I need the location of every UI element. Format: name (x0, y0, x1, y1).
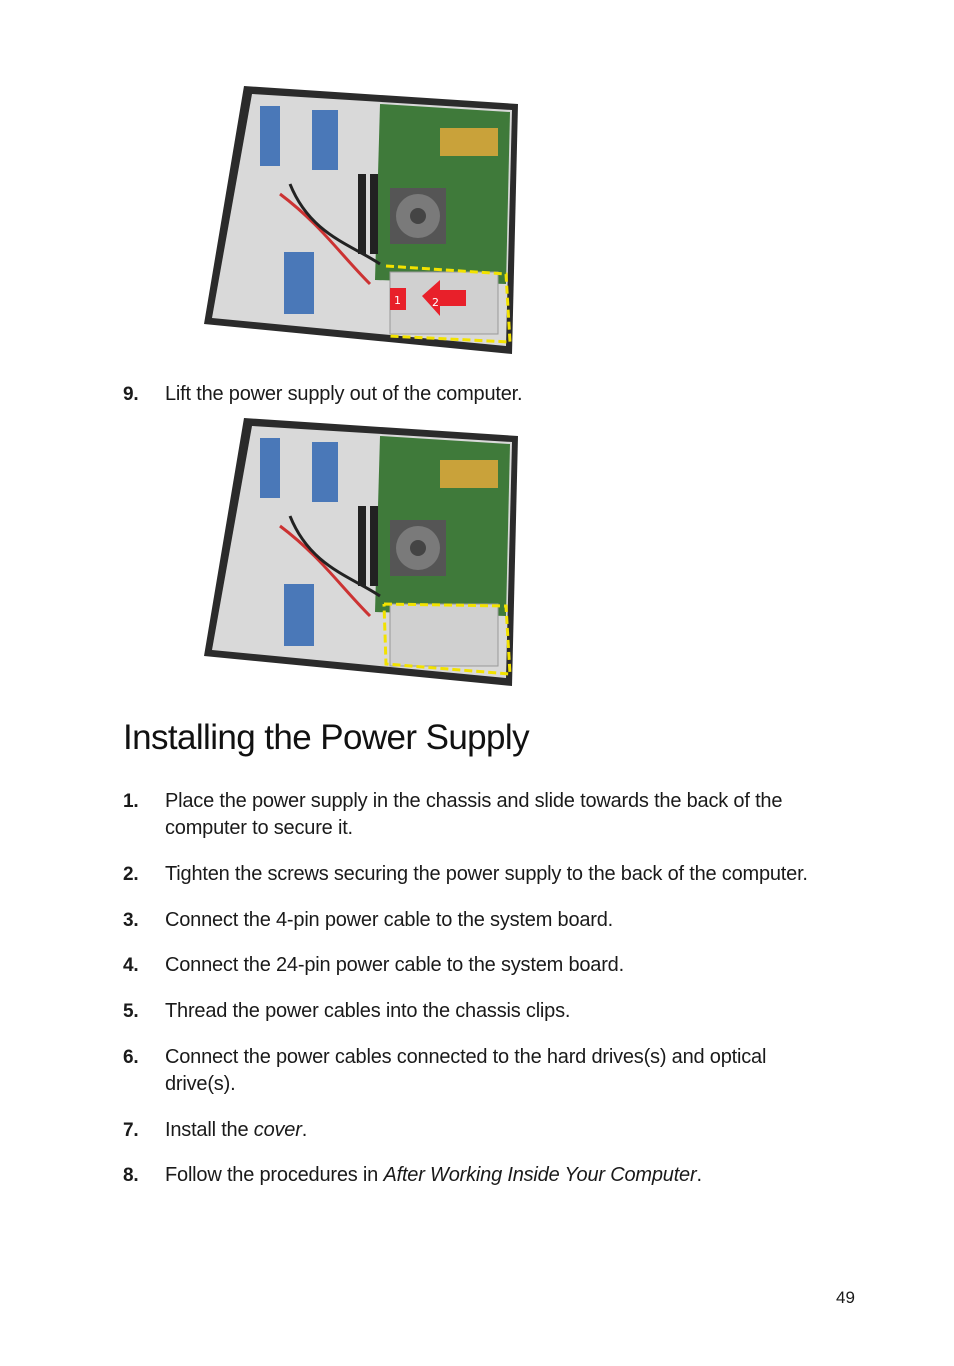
step-text: Tighten the screws securing the power supply to the back of the computer. (165, 863, 808, 885)
step-9 (123, 381, 863, 408)
step-text (165, 1162, 863, 1189)
step-number: 8. (123, 1165, 139, 1186)
step-number: 2. (123, 864, 139, 885)
step-text (165, 1117, 863, 1144)
step-number: 7. (123, 1120, 139, 1141)
after-working-inside-link[interactable]: After Working Inside Your Computer (383, 1164, 697, 1186)
chassis-illustration (200, 84, 522, 360)
step-text: Connect the power cables connected to the hard drives(s) and optical drive(s). (165, 1046, 767, 1095)
step-5 (123, 998, 863, 1025)
step-3 (123, 907, 863, 934)
step-number: 1. (123, 791, 139, 812)
step-text: Connect the 4-pin power cable to the system board. (165, 909, 614, 931)
step-text: Connect the 24-pin power cable to the system board. (165, 954, 624, 976)
step-1 (123, 788, 863, 842)
step-text-plain: Install the (165, 1119, 254, 1141)
step-8 (123, 1162, 863, 1189)
step-4 (123, 952, 863, 979)
cover-link[interactable]: cover (253, 1119, 302, 1141)
figure-power-supply-location (200, 416, 522, 692)
step-number: 6. (123, 1047, 139, 1068)
step-number: 4. (123, 955, 139, 976)
step-number: 5. (123, 1001, 139, 1022)
page-number: 49 (836, 1288, 855, 1307)
step-text-plain: Follow the procedures in (165, 1164, 384, 1186)
step-7 (123, 1117, 863, 1144)
step-text-plain: . (301, 1119, 308, 1141)
callout-1: 1 (394, 294, 401, 307)
step-text-plain: . (696, 1164, 702, 1186)
step-number: 3. (123, 910, 139, 931)
step-number: 9. (123, 384, 139, 405)
step-text: Thread the power cables into the chassis clips. (165, 1000, 571, 1022)
step-6 (123, 1044, 863, 1098)
callout-2: 2 (432, 296, 439, 309)
figure-power-supply-release (200, 84, 522, 360)
step-text: Lift the power supply out of the computer. (165, 383, 523, 405)
step-2 (123, 861, 863, 888)
chassis-illustration (200, 416, 522, 692)
step-text: Place the power supply in the chassis and slide towards the back of the computer to secure it. (165, 790, 783, 839)
section-heading: Installing the Power Supply (123, 718, 529, 757)
